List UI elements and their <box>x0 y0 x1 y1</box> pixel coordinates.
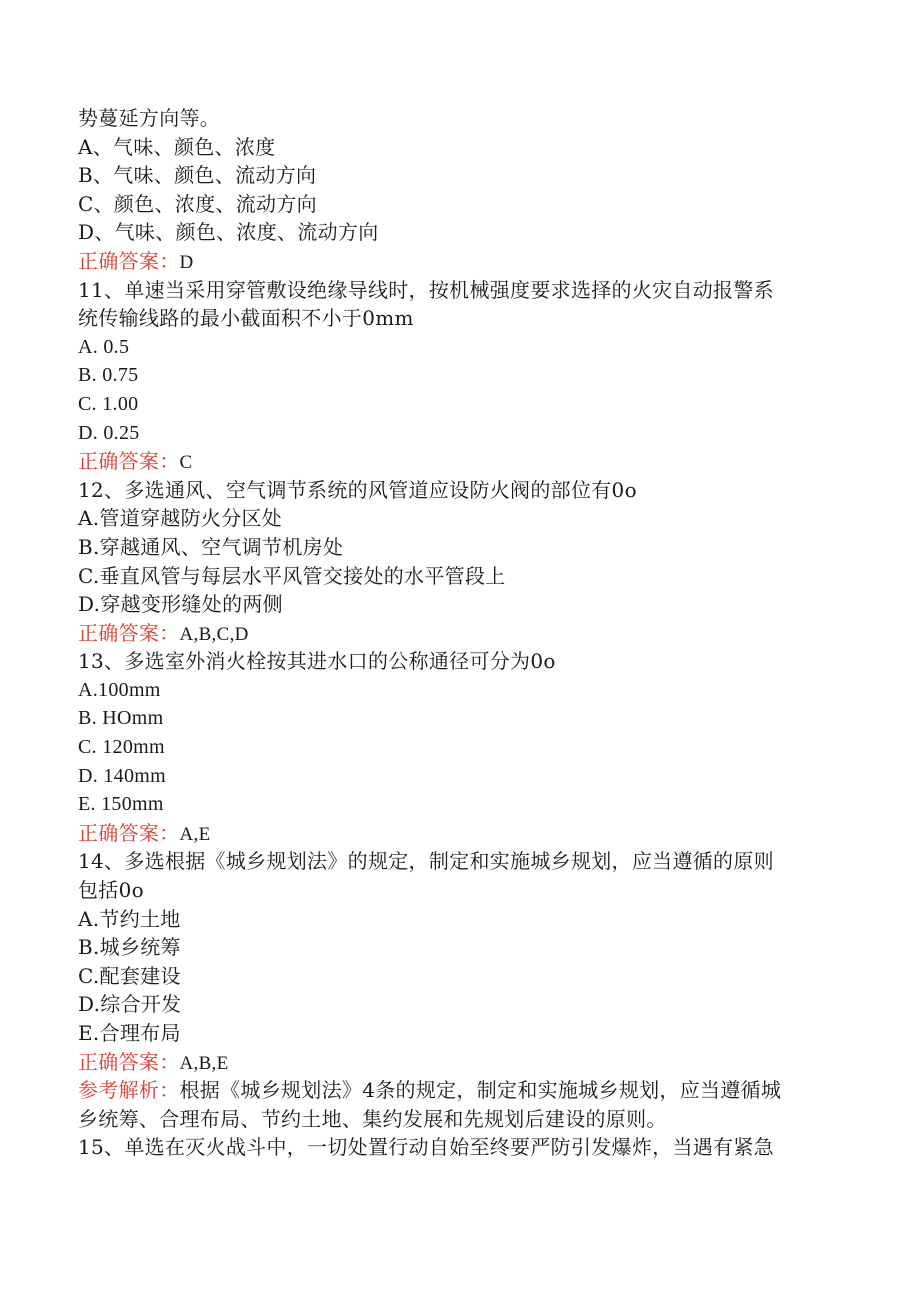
option-c: C. 1.00 <box>78 392 139 415</box>
analysis-text: 根据《城乡规划法》4条的规定，制定和实施城乡规划，应当遵循城 <box>179 1078 782 1103</box>
answer-value: A,B,C,D <box>179 623 249 645</box>
answer-label: 正确答案： <box>78 449 180 474</box>
answer-value: A,B,E <box>179 1052 229 1074</box>
option-e: E.合理布局 <box>78 1021 181 1045</box>
answer-line <box>78 247 848 276</box>
answer-value: A,E <box>179 823 211 845</box>
option-a: A.管道穿越防火分区处 <box>78 506 283 531</box>
answer-label: 正确答案： <box>78 1049 180 1074</box>
answer-label: 正确答案： <box>78 820 180 845</box>
analysis-line2: 乡统筹、合理布局、节约土地、集约发展和先规划后建设的原则。 <box>78 1106 667 1131</box>
option-c: C. 120mm <box>78 736 165 759</box>
analysis-line1 <box>78 1076 848 1105</box>
option-b: B、气味、颜色、流动方向 <box>78 163 317 188</box>
option-d: D. 140mm <box>78 764 166 787</box>
question-11-stem-line2: 统传输线路的最小截面积不小于0mm <box>78 306 414 331</box>
option-d: D、气味、颜色、浓度、流动方向 <box>78 220 379 245</box>
answer-label: 正确答案： <box>78 620 180 645</box>
answer-value: D <box>179 251 194 273</box>
option-c: C、颜色、浓度、流动方向 <box>78 191 317 216</box>
question-stem-tail: 势蔓延方向等。 <box>78 106 221 130</box>
option-d: D. 0.25 <box>78 421 140 444</box>
option-a: A、气味、颜色、浓度 <box>78 134 276 159</box>
answer-label: 正确答案： <box>78 248 180 273</box>
answer-line <box>78 619 848 648</box>
answer-line <box>78 819 848 848</box>
option-a: A. 0.5 <box>78 335 130 358</box>
option-a: A.100mm <box>78 678 161 701</box>
option-b: B.穿越通风、空气调节机房处 <box>78 534 344 559</box>
question-13-stem: 13、多选室外消火栓按其进水口的公称通径可分为0o <box>78 649 556 674</box>
option-c: C.垂直风管与每层水平风管交接处的水平管段上 <box>78 563 506 588</box>
option-e: E. 150mm <box>78 793 164 816</box>
option-b: B.城乡统筹 <box>78 935 181 960</box>
option-d: D.综合开发 <box>78 992 182 1017</box>
option-c: C.配套建设 <box>78 963 181 988</box>
option-d: D.穿越变形缝处的两侧 <box>78 592 283 617</box>
document-page <box>78 104 848 1162</box>
analysis-label: 参考解析： <box>78 1078 180 1103</box>
question-11-stem-line1: 11、单速当采用穿管敷设绝缘导线时，按机械强度要求选择的火灾自动报警系 <box>78 277 774 302</box>
answer-line <box>78 1048 848 1077</box>
answer-line <box>78 447 848 476</box>
question-14-stem-line2: 包括0o <box>78 878 144 903</box>
question-14-stem-line1: 14、多选根据《城乡规划法》的规定，制定和实施城乡规划，应当遵循的原则 <box>78 849 774 874</box>
answer-value: C <box>179 452 193 474</box>
question-15-stem-line1: 15、单选在灭火战斗中，一切处置行动自始至终要严防引发爆炸，当遇有紧急 <box>78 1135 774 1160</box>
question-12-stem: 12、多选通风、空气调节系统的风管道应设防火阀的部位有0o <box>78 477 637 502</box>
option-b: B. 0.75 <box>78 364 139 387</box>
option-a: A.节约土地 <box>78 906 181 931</box>
option-b: B. HOmm <box>78 707 164 730</box>
